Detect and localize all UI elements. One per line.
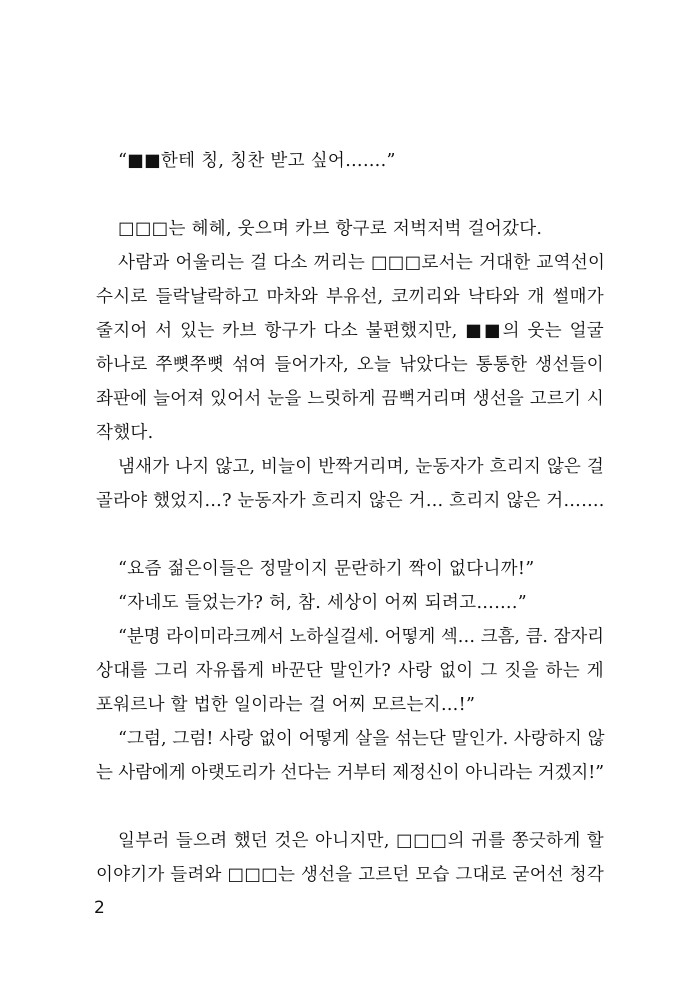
paragraph-line: “그럼, 그럼! 사랑 없이 어떻게 살을 섞는단 말인가. 사랑하지 않 [118,729,605,749]
paragraph-line: 사람과 어울리는 걸 다소 꺼리는 □□□로서는 거대한 교역선이 [118,253,606,273]
paragraph-line: “■■한테 칭, 칭찬 받고 싶어…….” [118,151,396,171]
paragraph-line: 이야기가 들려와 □□□는 생선을 고르던 모습 그대로 굳어선 청각 [96,865,604,885]
paragraph-line: 좌판에 늘어져 있어서 눈을 느릿하게 끔뻑거리며 생선을 고르기 시 [96,389,604,409]
paragraph-line: 상대를 그리 자유롭게 바꾼단 말인가? 사랑 없이 그 짓을 하는 게 [96,661,604,681]
paragraph-line: 일부러 들으려 했던 것은 아니지만, □□□의 귀를 쫑긋하게 할 [118,831,604,851]
paragraph-gap [96,178,604,212]
paragraph-line: “분명 라이미라크께서 노하실걸세. 어떻게 섹… 크흠, 큼. 잠자리 [118,627,604,647]
paragraph-line: “요즘 젊은이들은 정말이지 문란하기 짝이 없다니까!” [118,559,535,579]
paragraph-line: 수시로 들락날락하고 마차와 부유선, 코끼리와 낙타와 개 썰매가 [96,287,604,307]
paragraph-line: 줄지어 서 있는 카브 항구가 다소 불편했지만, ■■의 웃는 얼굴 [96,321,604,341]
paragraph-line: 는 사람에게 아랫도리가 선다는 거부터 제정신이 아니라는 거겠지!” [96,763,604,783]
paragraph-gap [96,790,604,824]
body-text [96,144,604,892]
paragraph-line: 포워르나 할 법한 일이라는 걸 어찌 모르는지…!” [96,695,476,715]
paragraph-line: 하나로 쭈뼛쭈뼛 섞여 들어가자, 오늘 낚았다는 통통한 생선들이 [96,355,604,375]
paragraph-line: 냄새가 나지 않고, 비늘이 반짝거리며, 눈동자가 흐리지 않은 걸 [118,457,604,477]
paragraph-line: 작했다. [96,423,154,443]
paragraph-line: 골라야 했었지…? 눈동자가 흐리지 않은 거… 흐리지 않은 거……. [96,491,605,511]
paragraph-gap [96,518,604,552]
paragraph-line: □□□는 헤헤, 웃으며 카브 항구로 저벅저벅 걸어갔다. [118,219,543,239]
paragraph-line: “자네도 들었는가? 허, 참. 세상이 어찌 되려고…….” [118,593,528,613]
page-number: 2 [94,898,105,918]
